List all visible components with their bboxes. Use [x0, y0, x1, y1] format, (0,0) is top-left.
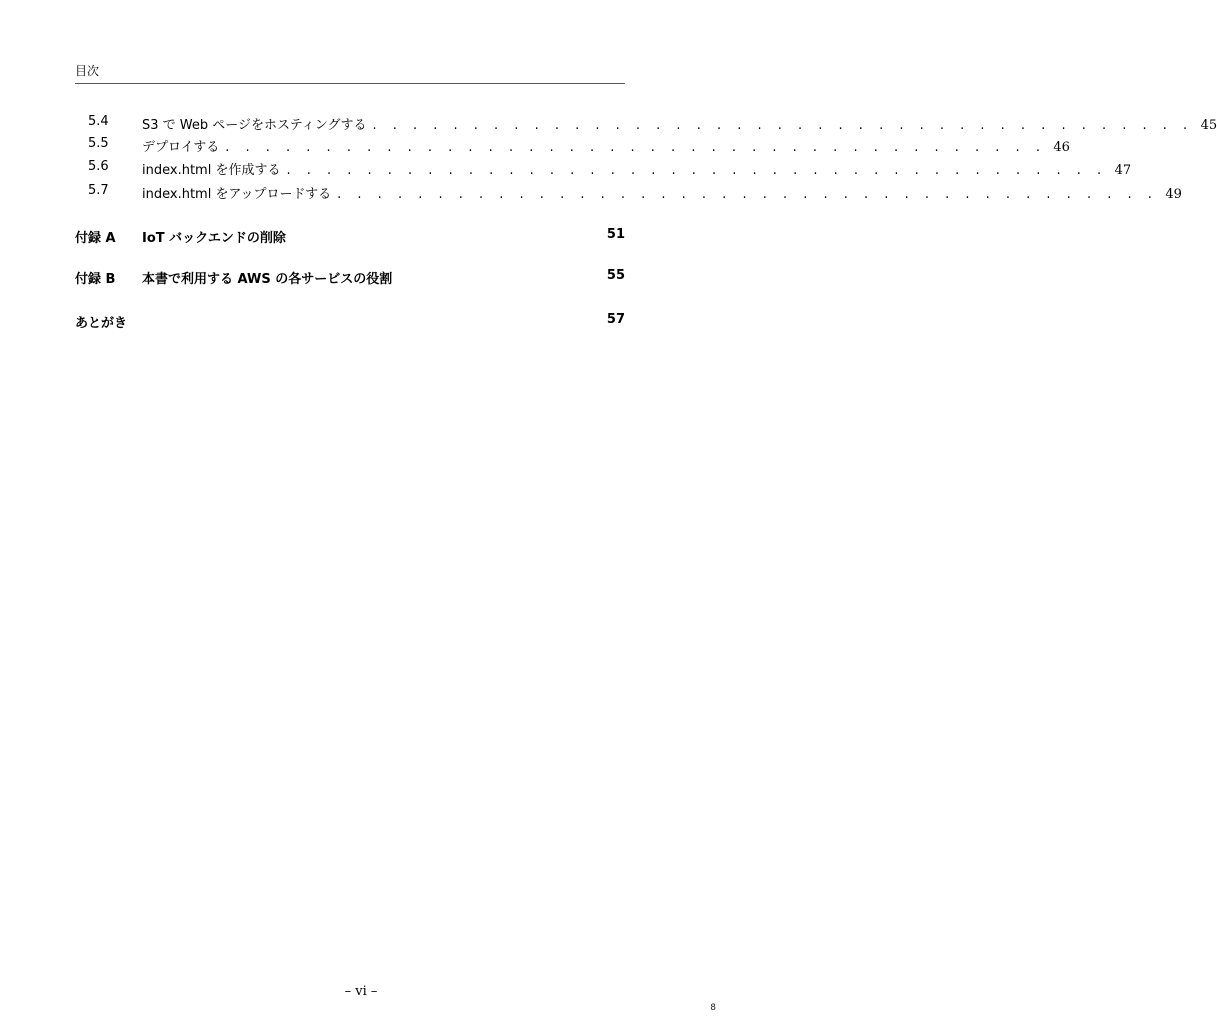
page-number: 55 [606, 268, 625, 283]
chapter-title: 本書で利用する AWS の各サービスの役割 [142, 272, 393, 287]
leader-dots: . . . . . . . . . . . . . . . . . . . . . . . . . . . . . . . . . . . . . . . . . [337, 187, 1158, 202]
corner-page-number: 8 [710, 1003, 716, 1013]
page-number: 45 [1200, 118, 1217, 133]
section-title: デプロイする [142, 140, 220, 155]
section-title: index.html を作成する [142, 163, 281, 178]
toc-entry[interactable] [75, 159, 1132, 179]
section-number: 5.6 [88, 159, 109, 174]
page-number: 51 [606, 227, 625, 242]
chapter-label: あとがき [75, 316, 128, 331]
running-header [75, 62, 625, 84]
toc-entry[interactable] [75, 114, 1217, 134]
chapter-title: IoT バックエンドの削除 [142, 231, 286, 246]
toc-chapter-entry[interactable] [75, 312, 625, 332]
leader-dots: . . . . . . . . . . . . . . . . . . . . . . . . . . . . . . . . . . . . . . . . . [225, 140, 1046, 155]
toc-entry[interactable] [75, 183, 1182, 203]
page-footer: – vi – [344, 984, 378, 999]
page-number: 57 [606, 312, 625, 327]
page-number: 46 [1053, 140, 1070, 155]
header-title: 目次 [75, 64, 100, 78]
chapter-label: 付録 A [75, 231, 116, 246]
toc-chapter-entry[interactable] [75, 268, 625, 288]
leader-dots: . . . . . . . . . . . . . . . . . . . . . . . . . . . . . . . . . . . . . . . . . [286, 163, 1108, 178]
page-number: 47 [1114, 163, 1132, 178]
section-title: index.html をアップロードする [142, 187, 332, 202]
page-number: 49 [1165, 187, 1182, 202]
section-number: 5.5 [88, 136, 109, 151]
toc-chapter-entry[interactable] [75, 227, 625, 247]
leader-dots: . . . . . . . . . . . . . . . . . . . . . . . . . . . . . . . . . . . . . . . . . [372, 118, 1194, 133]
chapter-label: 付録 B [75, 272, 116, 287]
section-number: 5.7 [88, 183, 109, 198]
section-title: S3 で Web ページをホスティングする [142, 118, 367, 133]
toc-entry[interactable] [75, 136, 1070, 156]
section-number: 5.4 [88, 114, 109, 129]
